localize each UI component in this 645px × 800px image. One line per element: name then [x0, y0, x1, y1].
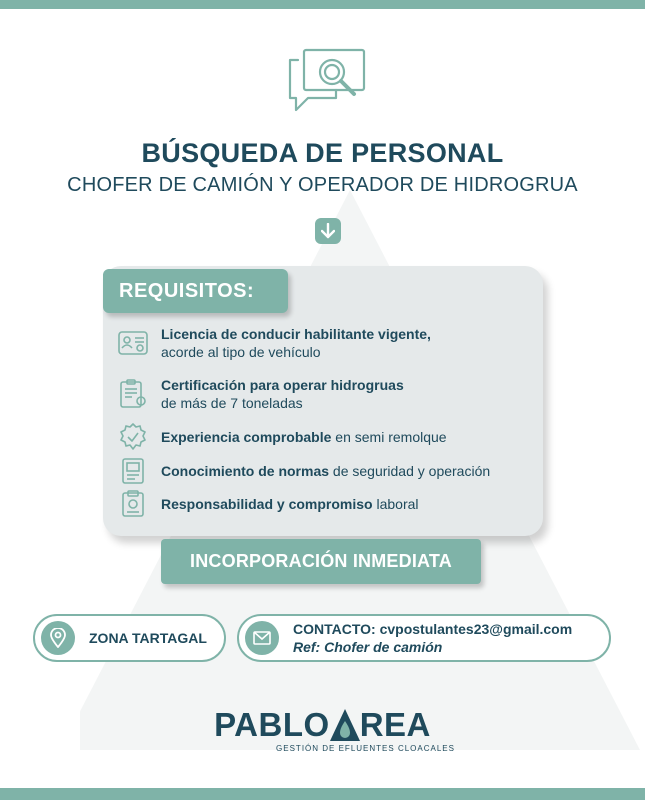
location-pin-icon	[41, 621, 75, 655]
company-logo	[0, 706, 645, 753]
location-text: ZONA TARTAGAL	[89, 630, 207, 646]
requirement-item	[117, 325, 431, 361]
requirement-bold: Conocimiento de normas	[161, 463, 330, 479]
requirement-item	[117, 421, 447, 453]
requirement-bold: Experiencia comprobable	[161, 429, 332, 445]
logo-word-left: PABLO	[214, 706, 330, 743]
requirement-item	[117, 488, 419, 520]
requirement-bold: Licencia de conducir habilitante vigente,	[161, 326, 431, 342]
contact-reference: Ref: Chofer de camión	[293, 639, 443, 655]
requirement-item	[117, 376, 404, 412]
requirement-text: acorde al tipo de vehículo	[161, 344, 321, 360]
clipboard-icon	[117, 488, 149, 520]
document-icon	[117, 455, 149, 487]
requirement-bold: Certificación para operar hidrogruas	[161, 377, 404, 393]
location-pill	[33, 614, 226, 662]
certificate-icon	[117, 378, 149, 410]
license-icon	[117, 327, 149, 359]
requirement-text: en semi remolque	[331, 429, 447, 445]
incorporation-banner: INCORPORACIÓN INMEDIATA	[161, 539, 481, 584]
contact-email[interactable]: CONTACTO: cvpostulantes23@gmail.com	[293, 621, 573, 637]
water-drop-icon	[328, 707, 362, 745]
requirement-text: de más de 7 toneladas	[161, 395, 303, 411]
badge-check-icon	[117, 421, 149, 453]
contact-pill	[237, 614, 611, 662]
top-band	[0, 0, 645, 9]
bottom-band	[0, 788, 645, 800]
logo-word-right: REA	[359, 706, 431, 743]
search-chat-icon	[286, 46, 368, 119]
requirement-text: de seguridad y operación	[329, 463, 491, 479]
logo-tagline: GESTIÓN DE EFLUENTES CLOACALES	[276, 744, 455, 753]
page-subtitle: CHOFER DE CAMIÓN Y OPERADOR DE HIDROGRUA	[67, 174, 578, 196]
requirements-label: REQUISITOS:	[103, 269, 288, 313]
arrow-down-icon	[315, 218, 341, 244]
page-title: BÚSQUEDA DE PERSONAL	[141, 138, 504, 168]
requirement-text: laboral	[372, 496, 419, 512]
requirement-item	[117, 455, 490, 487]
mail-icon	[245, 621, 279, 655]
requirement-bold: Responsabilidad y compromiso	[161, 496, 373, 512]
